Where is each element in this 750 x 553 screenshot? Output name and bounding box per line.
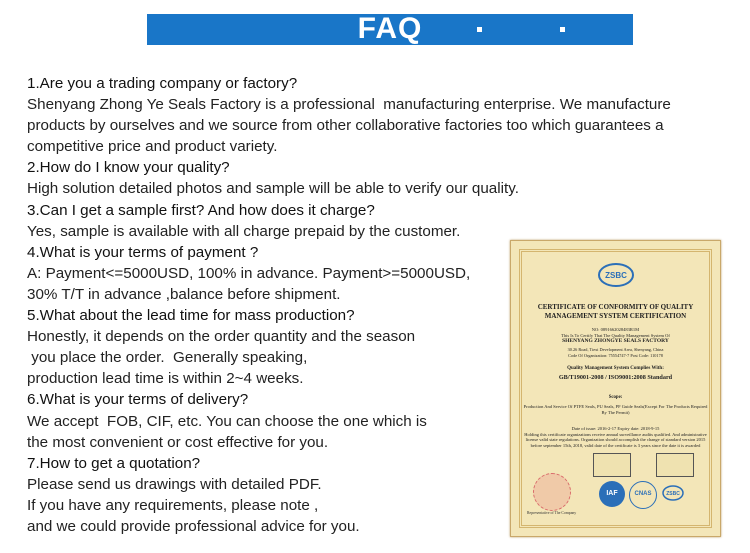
certificate-company: SHENYANG ZHONGYE SEALS FACTORY <box>562 338 669 344</box>
certificate-scope-heading: Scope: <box>608 395 623 400</box>
certificate-audit-box-2 <box>656 453 694 477</box>
certificate-image <box>510 240 721 537</box>
faq-banner <box>147 14 633 45</box>
certificate-title: CERTIFICATE OF CONFORMITY OF QUALITY MANAGEMENT SYSTEM CERTIFICATION <box>537 303 694 320</box>
faq-answer-5-line-1: Honestly, it depends on the order quantity and the season <box>27 328 416 346</box>
zsbc-logo-text: ZSBC <box>605 271 627 280</box>
faq-question-5: 5.What about the lead time for mass production? <box>27 307 355 325</box>
red-seal-stamp <box>533 473 571 511</box>
faq-answer-5-line-3: production lead time is within 2~4 weeks. <box>27 370 304 388</box>
faq-question-3: 3.Can I get a sample first? And how does it charge? <box>27 201 375 219</box>
cnas-logo-icon: CNAS <box>629 481 657 509</box>
faq-answer-3-line-1: Yes, sample is available with all charge prepaid by the customer. <box>27 222 461 240</box>
faq-answer-4-line-2: 30% T/T in advance ,balance before shipment. <box>27 285 341 303</box>
certificate-scope: Production And Service Of PTFE Seals, PU Seals, PF Guide Seals(Except For The Products Required By The Permit) <box>523 404 708 415</box>
faq-answer-1-line-1: Shenyang Zhong Ye Seals Factory is a professional manufacturing enterprise. We manufacture <box>27 96 671 114</box>
certificate-conditions: Holding this certificate organizations receive annual surveillance audits qualified. And administrative license valid state regulations. Organization should accomplish the change of standard version 2015 before september 15th, 2018, valid date of the certificate is 3 years since the date it is awarded <box>524 431 707 448</box>
certificate-reg-no: NO: 0891662028483R1M <box>591 327 640 332</box>
faq-question-7: 7.How to get a quotation? <box>27 454 201 472</box>
banner-title: FAQ <box>357 12 423 45</box>
certificate-dates-block <box>523 426 708 448</box>
certificate-complies: Quality Management System Complies With: <box>567 366 664 371</box>
faq-answer-6-line-1: We accept FOB, CIF, etc. You can choose the one which is <box>27 412 427 430</box>
faq-answer-7-line-2: If you have any requirements, please note , <box>27 496 319 514</box>
faq-question-2: 2.How do I know your quality? <box>27 159 230 177</box>
faq-question-1: 1.Are you a trading company or factory? <box>27 75 298 92</box>
faq-answer-1-line-3: competitive price and product variety. <box>27 138 278 156</box>
certificate-dates: Date of issue: 2016-2-17 Expiry date: 2018-9-15 <box>571 426 660 431</box>
faq-answer-7-line-3: and we could provide professional advice for you. <box>27 517 360 535</box>
faq-question-6: 6.What is your terms of delivery? <box>27 391 249 409</box>
faq-answer-5-line-2: you place the order. Generally speaking, <box>27 349 308 367</box>
certificate-audit-box-1 <box>593 453 631 477</box>
certificate-footer: Representative of The Company <box>527 511 577 515</box>
faq-answer-1-line-2: products by ourselves and we source from other collaborative factories too which guarantees a <box>27 117 664 135</box>
zsbc-logo-icon <box>597 261 635 289</box>
faq-answer-4-line-1: A: Payment<=5000USD, 100% in advance. Payment>=5000USD, <box>27 264 471 282</box>
faq-answer-2-line-1: High solution detailed photos and sample will be able to verify our quality. <box>27 180 519 198</box>
certificate-standard: GB/T19001-2008 / ISO9001:2008 Standard <box>558 374 673 381</box>
faq-question-4: 4.What is your terms of payment ? <box>27 243 259 261</box>
zsbc-mini-logo-icon <box>661 483 685 503</box>
iaf-logo-icon: IAF <box>599 481 625 507</box>
zsbc-mini-logo-text: ZSBC <box>666 491 680 497</box>
certificate-address: 30.26 Road, Tiexi Development Area, Shenyang, China <box>567 347 664 352</box>
certificate-org-code: Code Of Organization: 75554747-7 Post Code: 110178 <box>568 352 663 358</box>
certificate-address-block <box>523 347 708 358</box>
faq-answer-7-line-1: Please send us drawings with detailed PDF. <box>27 475 322 493</box>
faq-answer-6-line-2: the most convenient or cost effective for you. <box>27 433 329 451</box>
banner-mark-right <box>560 27 565 32</box>
certificate-certify-line: This Is To Certify That The Quality Management System Of <box>561 333 670 338</box>
